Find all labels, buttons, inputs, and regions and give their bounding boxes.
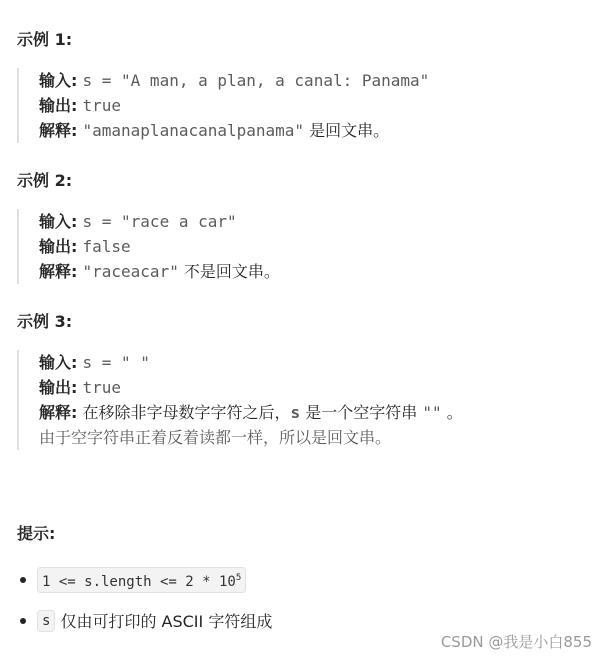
example-3-output-line <box>39 375 463 400</box>
explain-text-a: 在移除非字母数字字符之后， <box>82 403 291 422</box>
example-2-block <box>17 209 280 284</box>
output-value: true <box>82 96 122 115</box>
example-3-heading: 示例 3: <box>17 312 73 331</box>
hints-heading: 提示: <box>17 524 56 543</box>
example-3-explain-line <box>39 400 463 425</box>
example-1-block <box>17 68 429 143</box>
example-3-block <box>17 350 463 450</box>
example-1-output-line <box>39 93 429 118</box>
output-label: 输出: <box>39 96 78 115</box>
example-2-input-line <box>39 209 280 234</box>
output-value: true <box>82 378 122 397</box>
input-value: s = "race a car" <box>82 212 237 231</box>
input-value: s = "A man, a plan, a canal: Panama" <box>82 71 430 90</box>
explain-label: 解释: <box>39 121 78 140</box>
explain-code-empty: "" <box>422 403 442 422</box>
output-value: false <box>82 237 131 256</box>
watermark: CSDN @我是小白855 <box>440 633 592 651</box>
constraint-code <box>37 567 246 593</box>
explain-code: "raceacar" <box>82 262 179 281</box>
explain-text-b: 是一个空字符串 <box>300 403 423 422</box>
explain-text-c: 。 <box>441 403 463 422</box>
bullet-dot <box>20 618 26 624</box>
ascii-text: 仅由可打印的 ASCII 字符组成 <box>60 612 273 631</box>
example-1-input-line <box>39 68 429 93</box>
input-value: s = " " <box>82 353 150 372</box>
example-3-input-line <box>39 350 463 375</box>
hint-item-length <box>20 567 246 593</box>
explain-text: 是回文串。 <box>304 121 390 140</box>
constraint-exponent: 5 <box>235 573 242 583</box>
input-label: 输入: <box>39 212 78 231</box>
output-label: 输出: <box>39 378 78 397</box>
explain-text: 不是回文串。 <box>178 262 280 281</box>
example-3-explain-line-2 <box>39 425 463 450</box>
output-label: 输出: <box>39 237 78 256</box>
explain-code: "amanaplanacanalpanama" <box>82 121 305 140</box>
example-1-explain-line <box>39 118 429 143</box>
input-label: 输入: <box>39 353 78 372</box>
example-2-explain-line <box>39 259 280 284</box>
example-1-heading: 示例 1: <box>17 30 73 49</box>
explain-label: 解释: <box>39 403 78 422</box>
bullet-dot <box>20 577 26 583</box>
explain-label: 解释: <box>39 262 78 281</box>
s-code: s <box>37 610 55 632</box>
input-label: 输入: <box>39 71 78 90</box>
explain-code-s: s <box>290 403 301 422</box>
example-2-output-line <box>39 234 280 259</box>
constraint-text: 1 <= s.length <= 2 * 10 <box>42 574 236 590</box>
hint-item-ascii <box>20 609 272 632</box>
explain-continuation: 由于空字符串正着反着读都一样，所以是回文串。 <box>39 428 392 447</box>
example-2-heading: 示例 2: <box>17 171 73 190</box>
